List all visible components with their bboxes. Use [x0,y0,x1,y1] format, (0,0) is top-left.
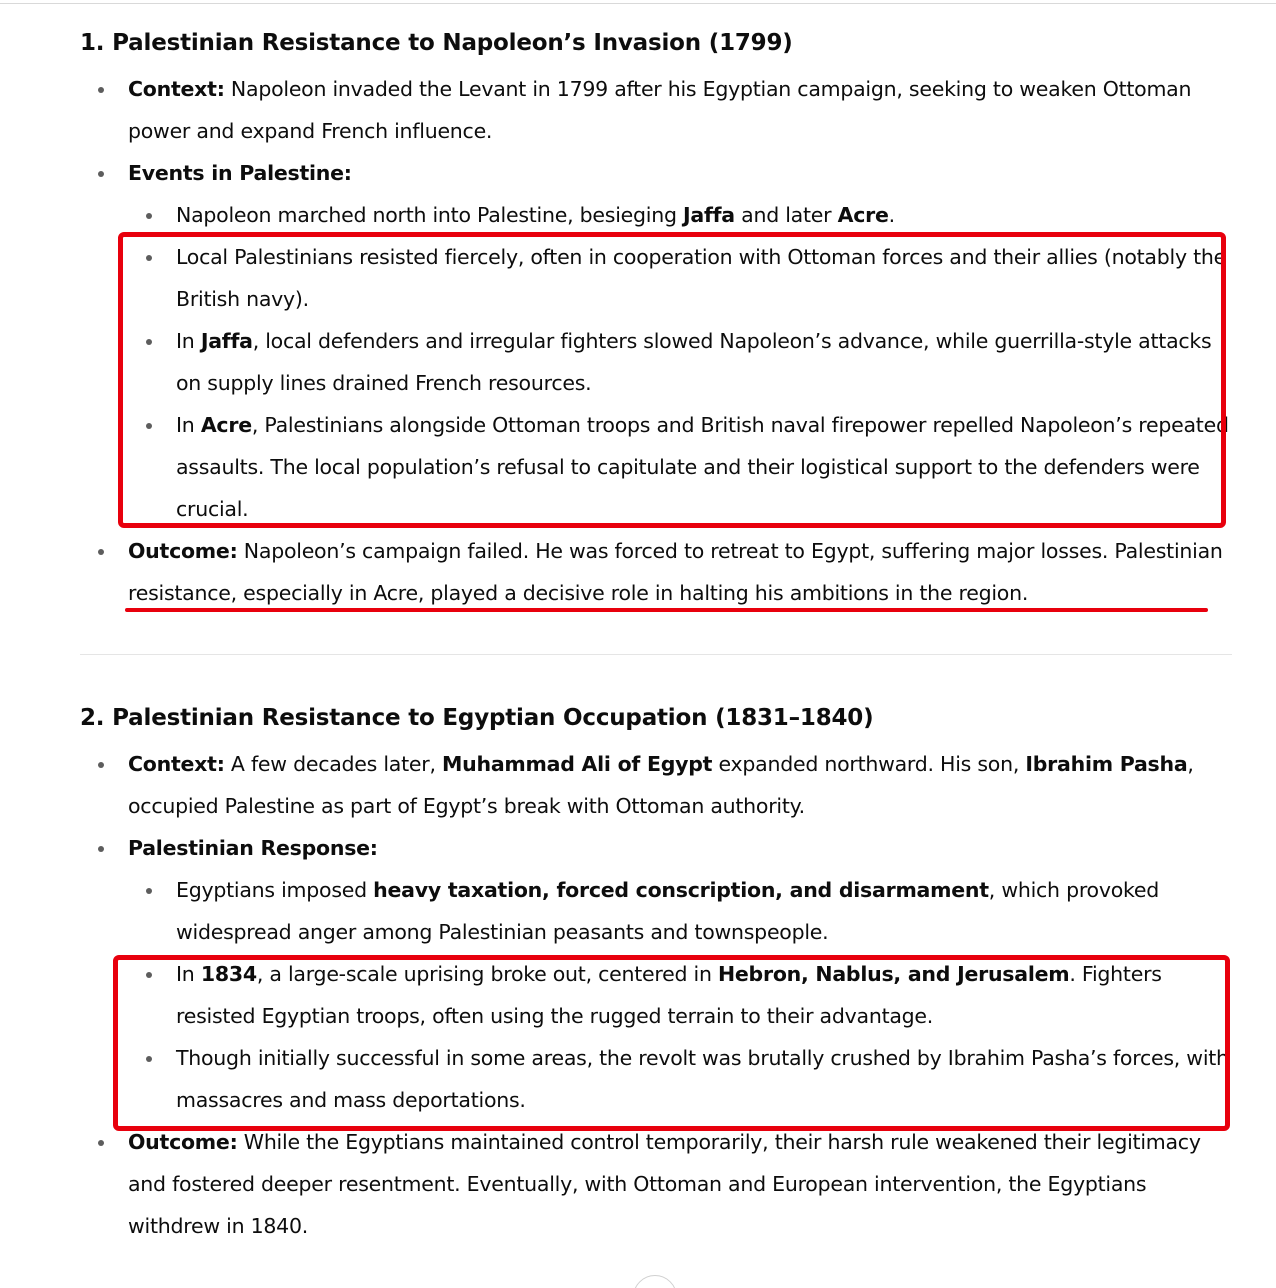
bullet-list [80,743,1240,1247]
list-item: In Acre, Palestinians alongside Ottoman troops and British naval firepower repelled Napoleon’s repeated assaults. The local population’s refusal to capitulate and their logistical support to the defenders were crucial. [128,404,1240,530]
list-item-context: Context: Napoleon invaded the Levant in 1799 after his Egyptian campaign, seeking to weaken Ottoman power and expand French influence. [80,68,1240,152]
list-item-outcome: Outcome: While the Egyptians maintained control temporarily, their harsh rule weakened their legitimacy and fostered deeper resentment. Eventually, with Ottoman and European intervention, the Egyptians withdrew in 1840. [80,1121,1240,1247]
sub-bullet-list [128,194,1240,530]
sub-bullet-list [128,869,1240,1121]
section-divider [80,654,1232,655]
bullet-list [80,68,1240,614]
list-item: Egyptians imposed heavy taxation, forced conscription, and disarmament, which provoked widespread anger among Palestinian peasants and townspeople. [128,869,1240,953]
section-egyptian-occupation [80,699,1240,1247]
response-content [80,24,1240,1247]
scroll-down-button[interactable] [633,1275,677,1288]
section-napoleon [80,24,1240,614]
list-item-outcome: Outcome: Napoleon’s campaign failed. He was forced to retreat to Egypt, suffering major losses. Palestinian resistance, especially in Acre, played a decisive role in halting his ambitions in the region. [80,530,1240,614]
list-item: Though initially successful in some areas, the revolt was brutally crushed by Ibrahim Pasha’s forces, with massacres and mass deportations. [128,1037,1240,1121]
section-heading: 2. Palestinian Resistance to Egyptian Occupation (1831–1840) [80,705,874,731]
list-item-response: Palestinian Response: Egyptians imposed heavy taxation, forced conscription, and disarmament, which provoked widespread anger among Palestinian peasants and townspeople. In 1834, a large-scale uprising broke out, centered in Hebron, Nablus, and Jerusalem. Fighters resisted Egyptian troops, often using the rugged terrain to their advantage. Though initially successful in some areas, the revolt was brutally crushed by Ibrahim Pasha’s forces, with massacres and mass deportations. [80,827,1240,1121]
list-item-events: Events in Palestine: Napoleon marched north into Palestine, besieging Jaffa and later Acre. Local Palestinians resisted fiercely, often in cooperation with Ottoman forces and their allies (notably the British navy). In Jaffa, local defenders and irregular fighters slowed Napoleon’s advance, while guerrilla-style attacks on supply lines drained French resources. In Acre, Palestinians alongside Ottoman troops and British naval firepower repelled Napoleon’s repeated assaults. The local population’s refusal to capitulate and their logistical support to the defenders were crucial. [80,152,1240,530]
list-item-context: Context: A few decades later, Muhammad Ali of Egypt expanded northward. His son, Ibrahim Pasha, occupied Palestine as part of Egypt’s break with Ottoman authority. [80,743,1240,827]
section-heading: 1. Palestinian Resistance to Napoleon’s Invasion (1799) [80,30,793,56]
list-item: In Jaffa, local defenders and irregular fighters slowed Napoleon’s advance, while guerrilla-style attacks on supply lines drained French resources. [128,320,1240,404]
list-item: Local Palestinians resisted fiercely, often in cooperation with Ottoman forces and their allies (notably the British navy). [128,236,1240,320]
list-item: Napoleon marched north into Palestine, besieging Jaffa and later Acre. [128,194,1240,236]
list-item: In 1834, a large-scale uprising broke out, centered in Hebron, Nablus, and Jerusalem. Fighters resisted Egyptian troops, often using the rugged terrain to their advantage. [128,953,1240,1037]
top-divider [0,3,1276,4]
